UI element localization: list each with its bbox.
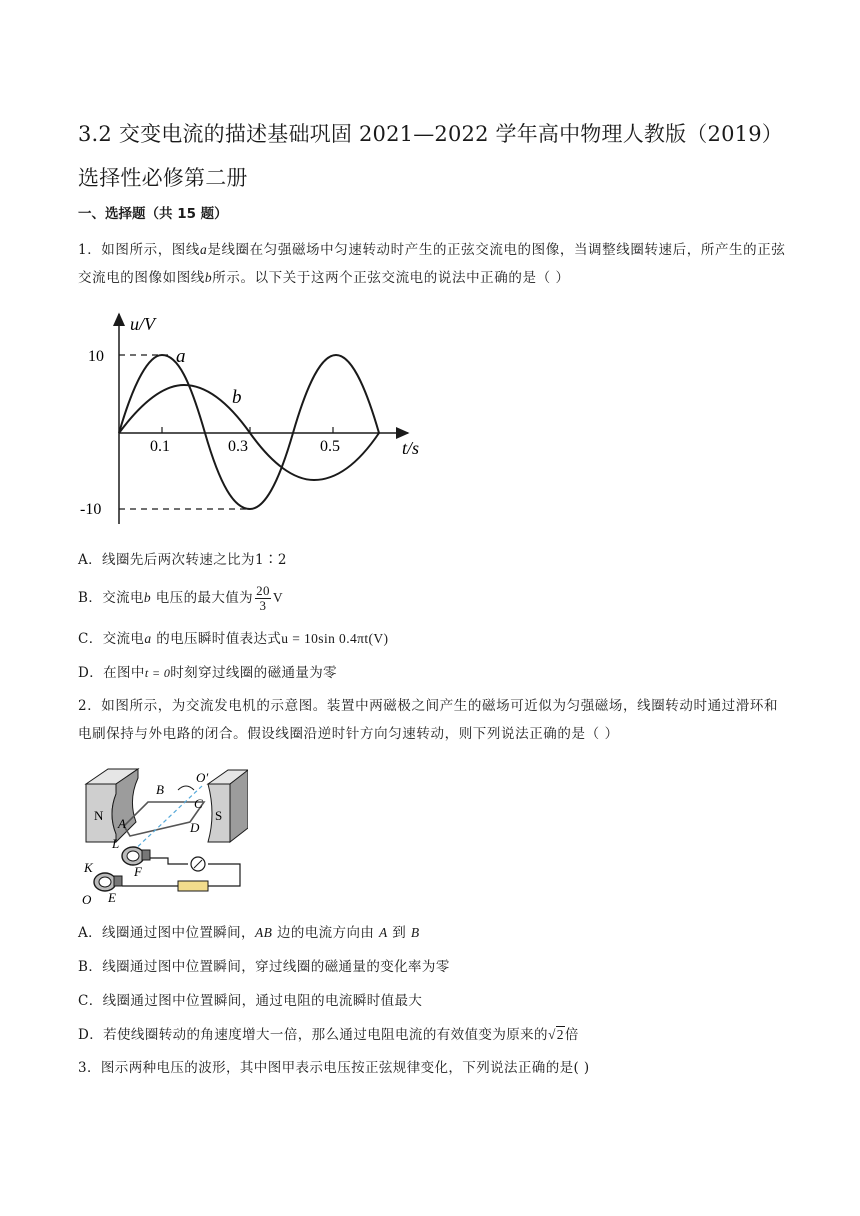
y-tick-10: 10	[88, 348, 104, 365]
question-2-stem: 2．如图所示，为交流发电机的示意图。装置中两磁极之间产生的磁场可近似为匀强磁场，线圈转动时通过滑环和电刷保持与外电路的闭合。假设线圈沿逆时针方向匀速转动，则下列说法正确的是（ ）	[78, 698, 779, 742]
q2-option-b: B．线圈通过图中位置瞬间，穿过线圈的磁通量的变化率为零	[78, 959, 450, 975]
label-L: L	[112, 836, 120, 851]
resistor	[178, 881, 208, 891]
curve-b-label: b	[232, 387, 242, 408]
q1-d-post: 时刻穿过线圈的磁通量为零	[170, 665, 338, 681]
title-line-1: 3.2 交变电流的描述基础巩固 2021—2022 学年高中物理人教版（2019）	[78, 122, 783, 146]
q1-c-pre: C．交流电	[78, 631, 145, 647]
q2-option-a	[78, 922, 420, 944]
x-axis-label: t/s	[402, 438, 420, 458]
q2-option-d	[78, 1024, 579, 1046]
brush-e	[114, 876, 122, 886]
label-C: C	[194, 796, 203, 811]
x-tick-label-0.5: 0.5	[320, 438, 340, 455]
label-B: B	[156, 782, 164, 797]
frac-denominator: 3	[259, 598, 267, 613]
q2-a-to: 到	[387, 925, 411, 941]
q2-a-mid: 边的电流方向由	[272, 925, 379, 941]
q1-option-a: A．线圈先后两次转速之比为1∶2	[78, 552, 287, 568]
q2-d-post: 倍	[564, 1027, 579, 1043]
q1-var-a: a	[200, 242, 208, 257]
label-S: S	[215, 808, 223, 823]
rotation-arrow	[178, 786, 194, 790]
q1-b-unit: V	[272, 590, 284, 605]
question-3-stem: 3．图示两种电压的波形，其中图甲表示电压按正弦规律变化，下列说法正确的是( )	[78, 1060, 590, 1076]
title-line-2: 选择性必修第二册	[78, 166, 248, 190]
section-heading: 一、选择题（共 15 题）	[78, 206, 228, 222]
q2-generator-figure	[78, 764, 248, 908]
q1-stem-part-1: 1．如图所示，图线	[78, 242, 200, 258]
y-tick-minus-10: -10	[80, 501, 102, 518]
q2-option-c: C．线圈通过图中位置瞬间，通过电阻的电流瞬时值最大	[78, 993, 423, 1009]
q2-d-pre: D．若使线圈转动的角速度增大一倍，那么通过电阻电流的有效值变为原来的	[78, 1027, 548, 1043]
label-N: N	[94, 808, 104, 823]
label-K: K	[84, 860, 93, 875]
q1-c-var: a	[144, 631, 152, 646]
q1-b-mid: 电压的最大值为	[151, 590, 254, 606]
sqrt-radicand: 2	[556, 1027, 564, 1042]
q2-a-pre: A．线圈通过图中位置瞬间，	[78, 925, 255, 941]
question-1-stem	[78, 236, 790, 292]
x-tick-label-0.3: 0.3	[228, 438, 248, 455]
q1-c-mid: 的电压瞬时值表达式	[151, 631, 282, 647]
q1-option-b	[78, 584, 283, 613]
q1-b-fraction	[255, 584, 271, 613]
x-tick-label-0.1: 0.1	[150, 438, 170, 455]
y-axis-label: u/V	[130, 314, 155, 334]
q1-stem-part-3: 所示。以下关于这两个正弦交流电的说法中正确的是（ ）	[212, 270, 570, 286]
q1-c-expr: u = 10sin 0.4πt(V)	[281, 631, 389, 646]
q2-a-var-ab: AB	[254, 925, 273, 940]
label-A: A	[118, 816, 126, 831]
q1-var-b: b	[204, 270, 213, 285]
q1-option-c	[78, 628, 388, 650]
q1-d-expr: t = 0	[144, 666, 171, 680]
sqrt-2: √2	[547, 1027, 564, 1042]
q2-a-var-b: B	[410, 925, 420, 940]
q1-stem-part-2: 是线圈在匀强磁场中匀速转动时产生的正弦交流电的图像，当调整线圈转速后，所产生的正弦交流电的图像如图线	[78, 242, 786, 286]
label-E: E	[108, 890, 116, 905]
q2-a-var-a: A	[378, 925, 388, 940]
frac-numerator: 20	[256, 583, 270, 598]
curve-a-label: a	[176, 346, 186, 367]
label-F: F	[134, 864, 142, 879]
q1-b-var: b	[143, 590, 152, 605]
q1-option-d	[78, 662, 337, 684]
label-O-prime: O′	[196, 770, 209, 785]
label-D: D	[190, 820, 200, 835]
label-O: O	[82, 892, 92, 907]
q1-waveform-figure	[78, 306, 438, 530]
q1-b-pre: B．交流电	[78, 590, 144, 606]
document-title	[78, 112, 798, 200]
q1-d-pre: D．在图中	[78, 665, 145, 681]
brush-f	[142, 850, 150, 860]
